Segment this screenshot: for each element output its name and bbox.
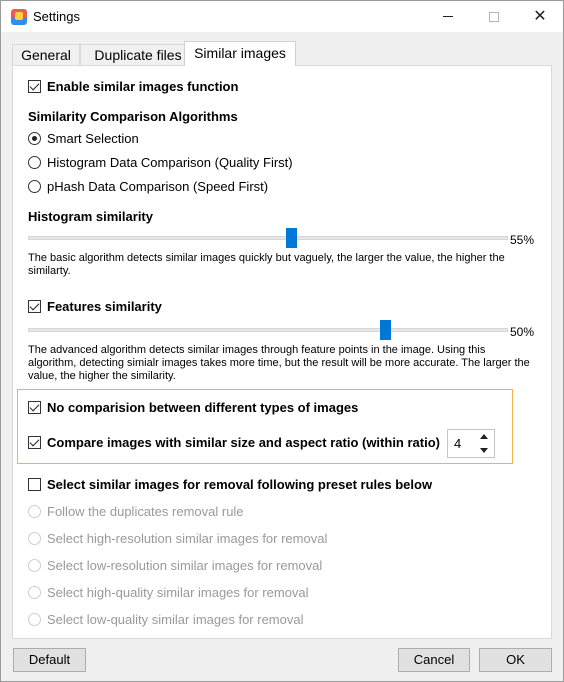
features-row[interactable] <box>28 299 162 314</box>
preset-rule-label: Follow the duplicates removal rule <box>47 504 244 519</box>
compare-size-row[interactable] <box>28 435 440 450</box>
preset-rule-radio[interactable] <box>28 586 41 599</box>
algorithm-option-label: pHash Data Comparison (Speed First) <box>47 179 269 194</box>
features-value: 50% <box>510 325 535 339</box>
compare-size-checkbox[interactable] <box>28 436 41 449</box>
enable-similar-label: Enable similar images function <box>47 79 239 94</box>
histogram-slider-track <box>28 236 508 240</box>
preset-rules-checkbox[interactable] <box>28 478 41 491</box>
enable-similar-checkbox[interactable] <box>28 80 41 93</box>
cancel-button[interactable]: Cancel <box>398 648 470 672</box>
algorithms-heading: Similarity Comparison Algorithms <box>28 109 238 124</box>
minimize-button[interactable] <box>425 1 471 32</box>
no-comparison-row[interactable] <box>28 400 358 415</box>
features-slider[interactable] <box>28 320 508 340</box>
phash-radio[interactable] <box>28 180 41 193</box>
close-button[interactable] <box>517 1 563 32</box>
title-bar <box>1 1 563 32</box>
ratio-stepper[interactable] <box>447 429 495 458</box>
features-slider-track <box>28 328 508 332</box>
close-icon: ✕ <box>533 7 547 25</box>
tab-general[interactable]: General <box>12 44 80 66</box>
algorithm-option-label: Smart Selection <box>47 131 139 146</box>
preset-rule-label: Select high-resolution similar images for removal <box>47 531 328 546</box>
ratio-value[interactable]: 4 <box>454 436 462 451</box>
enable-similar-row[interactable] <box>28 79 238 94</box>
preset-rule-option[interactable] <box>28 531 327 546</box>
preset-rule-radio[interactable] <box>28 559 41 572</box>
stepper-up-icon[interactable] <box>480 434 488 439</box>
algorithm-option-smart[interactable] <box>28 131 139 146</box>
histogram-slider-thumb[interactable] <box>286 228 297 248</box>
histogram-description: The basic algorithm detects similar images quickly but vaguely, the larger the value, the higher the similarty. <box>28 252 505 277</box>
tab-similar-images[interactable]: Similar images <box>184 41 296 66</box>
tab-duplicate-files[interactable]: Duplicate files <box>80 44 196 66</box>
ok-button[interactable]: OK <box>479 648 552 672</box>
preset-rule-option[interactable] <box>28 612 303 627</box>
no-comparison-checkbox[interactable] <box>28 401 41 414</box>
smart-selection-radio[interactable] <box>28 132 41 145</box>
maximize-icon <box>489 12 499 22</box>
app-icon <box>11 9 27 25</box>
algorithm-option-phash[interactable] <box>28 179 268 194</box>
preset-rules-label: Select similar images for removal following preset rules below <box>47 477 433 492</box>
window-title: Settings <box>33 9 80 24</box>
default-button[interactable]: Default <box>13 648 86 672</box>
stepper-down-icon[interactable] <box>480 448 488 453</box>
no-comparison-label: No comparision between different types of images <box>47 400 359 415</box>
preset-rule-option[interactable] <box>28 558 322 573</box>
minimize-icon <box>443 16 453 17</box>
histogram-slider[interactable] <box>28 228 508 248</box>
histogram-radio[interactable] <box>28 156 41 169</box>
preset-rule-option[interactable] <box>28 585 309 600</box>
histogram-value: 55% <box>510 233 535 247</box>
preset-rules-row[interactable] <box>28 477 432 492</box>
algorithm-option-label: Histogram Data Comparison (Quality First) <box>47 155 293 170</box>
preset-rule-radio[interactable] <box>28 613 41 626</box>
algorithm-option-histogram[interactable] <box>28 155 293 170</box>
preset-rule-label: Select low-resolution similar images for removal <box>47 558 323 573</box>
preset-rule-label: Select low-quality similar images for removal <box>47 612 304 627</box>
compare-size-label: Compare images with similar size and aspect ratio (within ratio) <box>47 435 440 450</box>
preset-rule-label: Select high-quality similar images for removal <box>47 585 309 600</box>
preset-rule-option[interactable] <box>28 504 244 519</box>
preset-rule-radio[interactable] <box>28 505 41 518</box>
features-label: Features similarity <box>47 299 162 314</box>
features-slider-thumb[interactable] <box>380 320 391 340</box>
preset-rule-radio[interactable] <box>28 532 41 545</box>
features-description: The advanced algorithm detects similar images through feature points in the image. Using this algorithm, detecting simialr images takes more time, but the result will be more accurate. The larger the value, the higher the similarity. <box>28 344 530 382</box>
histogram-heading: Histogram similarity <box>28 209 153 224</box>
maximize-button <box>471 1 517 32</box>
features-checkbox[interactable] <box>28 300 41 313</box>
